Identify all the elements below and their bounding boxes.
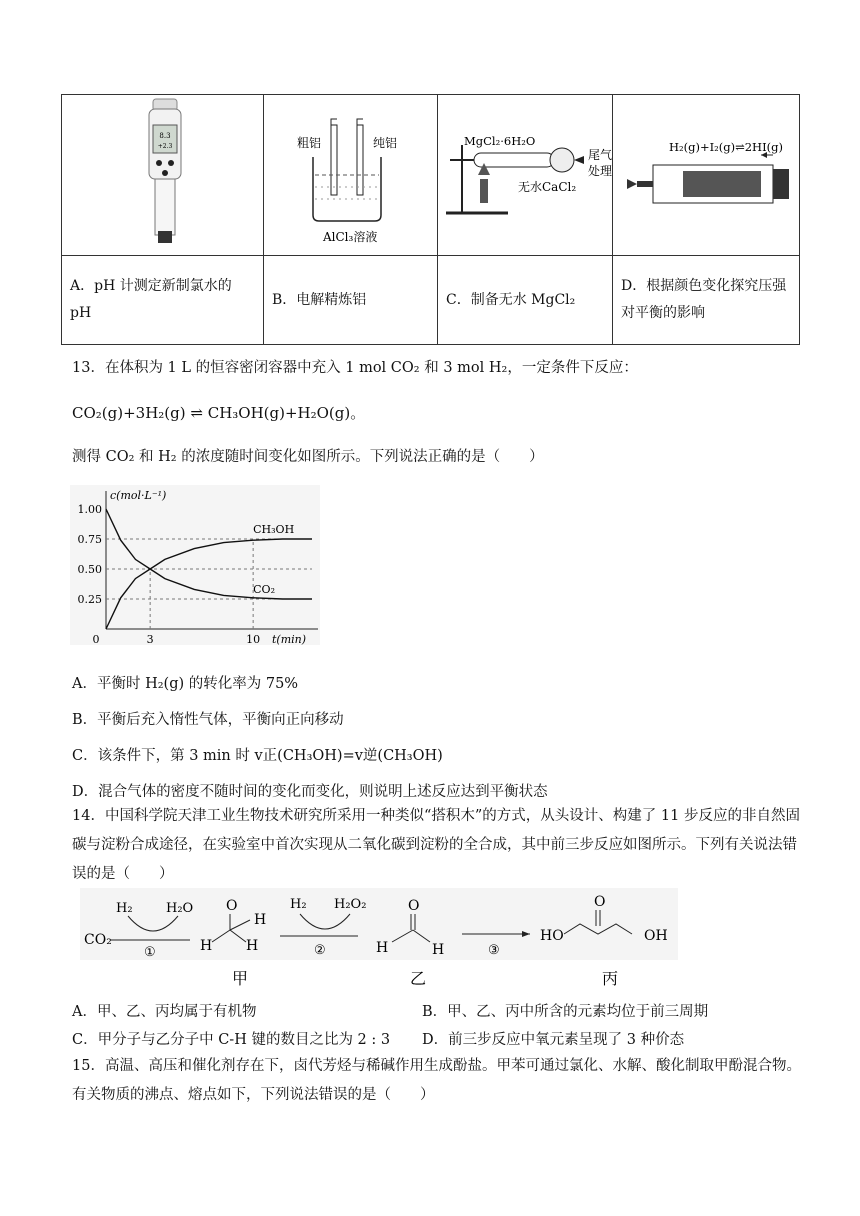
x-tick-label: 3	[146, 633, 154, 645]
electrolysis-image	[265, 95, 437, 251]
svg-text:②: ②	[314, 943, 326, 958]
svg-text:O: O	[408, 898, 420, 914]
svg-text:H₂O₂: H₂O₂	[334, 897, 367, 912]
q12-option-a: A．pH 计测定新制氯水的 pH	[62, 256, 264, 345]
q13-option-d: D．混合气体的密度不随时间的变化而变化，则说明上述反应达到平衡状态	[72, 784, 548, 800]
q12-option-c: C．制备无水 MgCl₂	[438, 256, 613, 345]
svg-text:H₂: H₂	[116, 901, 133, 916]
mgcl2-apparatus-image	[438, 95, 612, 251]
q14-option-d: D．前三步反应中氧元素呈现了 3 种价态	[422, 1032, 685, 1048]
ph-meter-image	[63, 95, 263, 251]
q13-equation: CO₂(g)+3H₂(g) ⇌ CH₃OH(g)+H₂O(g)。	[72, 404, 366, 422]
svg-text:H: H	[254, 912, 267, 928]
q15-stem: 15．高温、高压和催化剂存在下，卤代芳烃与稀碱作用生成酚盐。甲苯可通过氯化、水解、酸化制取甲酚混合物。有关物质的沸点、熔点如下，下列说法错误的是（ ）	[72, 1058, 801, 1103]
q14-option-c: C．甲分子与乙分子中 C-H 键的数目之比为 2 : 3	[72, 1032, 391, 1048]
svg-text:甲: 甲	[232, 969, 249, 988]
svg-text:H: H	[246, 938, 259, 954]
q13-option-b: B．平衡后充入惰性气体，平衡向正向移动	[72, 712, 344, 728]
svg-text:纯铝: 纯铝	[372, 136, 397, 150]
q14-option-b: B．甲、乙、丙中所含的元素均位于前三周期	[422, 1004, 709, 1020]
svg-text:H₂: H₂	[290, 897, 307, 912]
svg-text:AlCl₃溶液: AlCl₃溶液	[322, 230, 377, 244]
y-tick-label: 1.00	[77, 503, 102, 516]
q12-table	[61, 94, 800, 345]
svg-text:处理: 处理	[588, 164, 612, 178]
y-axis-label: c(mol·L⁻¹)	[110, 489, 167, 502]
x-tick-label: 10	[246, 633, 261, 645]
chart-background	[70, 485, 320, 645]
svg-text:H₂(g)+I₂(g)⇌2HI(g): H₂(g)+I₂(g)⇌2HI(g)	[669, 140, 783, 154]
svg-text:+2.3: +2.3	[157, 143, 172, 150]
y-tick-label: 0.75	[77, 533, 102, 546]
syringe-image	[613, 95, 799, 251]
q14-scheme	[80, 888, 680, 988]
y-tick-label: 0.25	[77, 593, 102, 606]
svg-text:H₂O: H₂O	[166, 901, 194, 916]
svg-text:乙: 乙	[410, 969, 427, 988]
x-tick-label: 0	[92, 633, 100, 645]
q14-stem: 14．中国科学院天津工业生物技术研究所采用一种类似“搭积木”的方式，从头设计、构建了 11 步反应的非自然固碳与淀粉合成途径，在实验室中首次实现从二氧化碳到淀粉的全合成，其中前三步反应如图所示。下列有关说法错误的是（ ）	[72, 808, 800, 882]
svg-text:OH: OH	[644, 928, 668, 944]
q12-image-d	[613, 95, 800, 256]
svg-text:①: ①	[144, 945, 156, 960]
series-label: CH₃OH	[253, 523, 295, 536]
q13-stem: 13．在体积为 1 L 的恒容密闭容器中充入 1 mol CO₂ 和 3 mol H₂，一定条件下反应：	[72, 360, 638, 376]
svg-text:HO: HO	[540, 928, 564, 944]
q12-image-a	[62, 95, 264, 256]
svg-text:H: H	[432, 942, 445, 958]
svg-text:O: O	[594, 894, 606, 910]
series-label: CO₂	[253, 583, 276, 596]
svg-text:O: O	[226, 898, 238, 914]
x-axis-label: t(min)	[272, 633, 307, 645]
q12-image-c	[438, 95, 613, 256]
svg-text:H: H	[376, 940, 389, 956]
q13-chart	[70, 485, 320, 645]
q13-stem2: 测得 CO₂ 和 H₂ 的浓度随时间变化如图所示。下列说法正确的是（ ）	[72, 449, 544, 465]
q13-option-a: A．平衡时 H₂(g) 的转化率为 75%	[72, 676, 299, 692]
svg-text:丙: 丙	[602, 969, 619, 988]
svg-text:MgCl₂·6H₂O: MgCl₂·6H₂O	[464, 134, 536, 148]
q13-option-c: C．该条件下，第 3 min 时 v正(CH₃OH)=v逆(CH₃OH)	[72, 748, 443, 764]
svg-text:粗铝: 粗铝	[296, 136, 321, 150]
y-tick-label: 0.50	[77, 563, 102, 576]
q12-image-b	[264, 95, 438, 256]
svg-text:③: ③	[488, 943, 500, 958]
svg-text:尾气: 尾气	[588, 148, 612, 162]
svg-text:8.3: 8.3	[158, 132, 171, 140]
q12-option-b: B．电解精炼铝	[264, 256, 438, 345]
svg-text:CO₂: CO₂	[84, 932, 112, 948]
q14-option-a: A．甲、乙、丙均属于有机物	[72, 1004, 257, 1020]
q12-option-d: D．根据颜色变化探究压强对平衡的影响	[613, 256, 800, 345]
svg-text:无水CaCl₂: 无水CaCl₂	[518, 180, 577, 194]
svg-text:H: H	[200, 938, 213, 954]
